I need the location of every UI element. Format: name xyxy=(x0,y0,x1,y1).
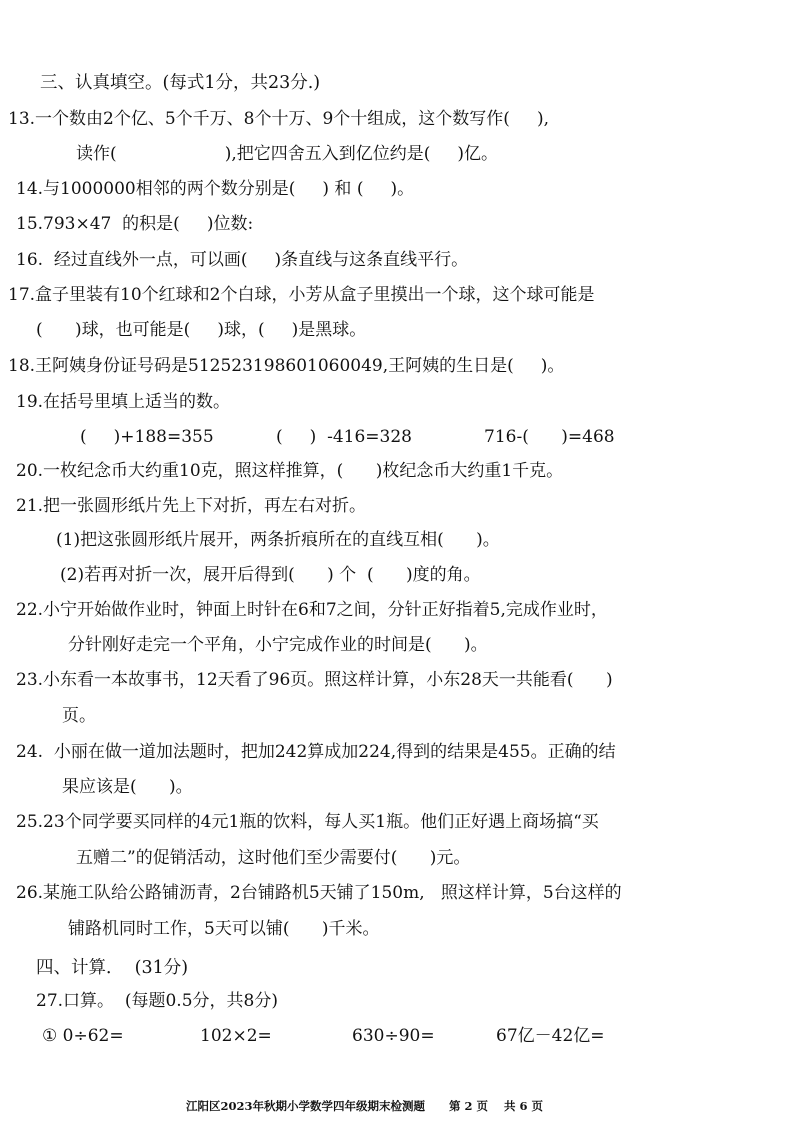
question-25-line-2: 五赠二”的促销活动，这时他们至少需要付( )元。 xyxy=(76,848,471,868)
question-24-line-1: 24. 小丽在做一道加法题时，把加242算成加224,得到的结果是455。正确的结 xyxy=(16,742,616,762)
section-4-title: 四、计算． (31分) xyxy=(36,958,189,978)
question-17-line-1: 17.盒子里装有10个红球和2个白球，小芳从盒子里摸出一个球，这个球可能是 xyxy=(8,285,595,305)
question-21-part-2: (2)若再对折一次，展开后得到( ) 个 ( )度的角。 xyxy=(60,565,481,585)
question-19: 19.在括号里填上适当的数。 xyxy=(16,392,231,412)
q27-item-2: 102×2= xyxy=(200,1026,272,1046)
question-24-line-2: 果应该是( )。 xyxy=(62,777,193,797)
question-19-equation-3: 716-( )=468 xyxy=(484,427,615,447)
question-21: 21.把一张圆形纸片先上下对折，再左右对折。 xyxy=(16,496,367,516)
question-23-line-2: 页。 xyxy=(62,706,96,726)
section-3-title: 三、认真填空。(每式1分，共23分.) xyxy=(40,73,321,93)
question-13-line-2: 读作( ),把它四舍五入到亿位约是( )亿。 xyxy=(76,144,499,164)
question-25-line-1: 25.23个同学要买同样的4元1瓶的饮料，每人买1瓶。他们正好遇上商场搞“买 xyxy=(16,812,599,832)
question-19-equation-1: ( )+188=355 xyxy=(80,427,214,447)
question-21-part-1: (1)把这张圆形纸片展开，两条折痕所在的直线互相( )。 xyxy=(56,530,500,550)
question-19-equation-2: ( ) -416=328 xyxy=(276,427,412,447)
question-26-line-2: 铺路机同时工作，5天可以铺( )千米。 xyxy=(68,919,380,939)
question-18: 18.王阿姨身份证号码是512523198601060049,王阿姨的生日是( )。 xyxy=(8,356,565,376)
question-22-line-2: 分针刚好走完一个平角，小宁完成作业的时间是( )。 xyxy=(68,635,488,655)
question-14: 14.与1000000相邻的两个数分别是( ) 和 ( )。 xyxy=(16,179,415,199)
question-17-line-2: ( )球，也可能是( )球，( )是黑球。 xyxy=(36,320,367,340)
page-footer: 江阳区2023年秋期小学数学四年级期末检测题 第 2 页 共 6 页 xyxy=(186,1099,544,1113)
question-26-line-1: 26.某施工队给公路铺沥青，2台铺路机5天铺了150m, 照这样计算，5台这样的 xyxy=(16,883,622,903)
question-22-line-1: 22.小宁开始做作业时，钟面上时针在6和7之间，分针正好指着5,完成作业时， xyxy=(16,600,608,620)
q27-item-1: ① 0÷62= xyxy=(42,1026,124,1046)
q27-item-3: 630÷90= xyxy=(352,1026,435,1046)
question-27: 27.口算。 (每题0.5分，共8分) xyxy=(36,991,278,1011)
question-13-line-1: 13.一个数由2个亿、5个千万、8个十万、9个十组成，这个数写作( ), xyxy=(8,109,549,129)
question-15: 15.793×47 的积是( )位数: xyxy=(16,214,254,234)
q27-item-4: 67亿－42亿= xyxy=(496,1026,605,1046)
question-23-line-1: 23.小东看一本故事书，12天看了96页。照这样计算，小东28天一共能看( ) xyxy=(16,670,613,690)
question-20: 20.一枚纪念币大约重10克，照这样推算，( )枚纪念币大约重1千克。 xyxy=(16,461,564,481)
question-16: 16. 经过直线外一点，可以画( )条直线与这条直线平行。 xyxy=(16,250,469,270)
